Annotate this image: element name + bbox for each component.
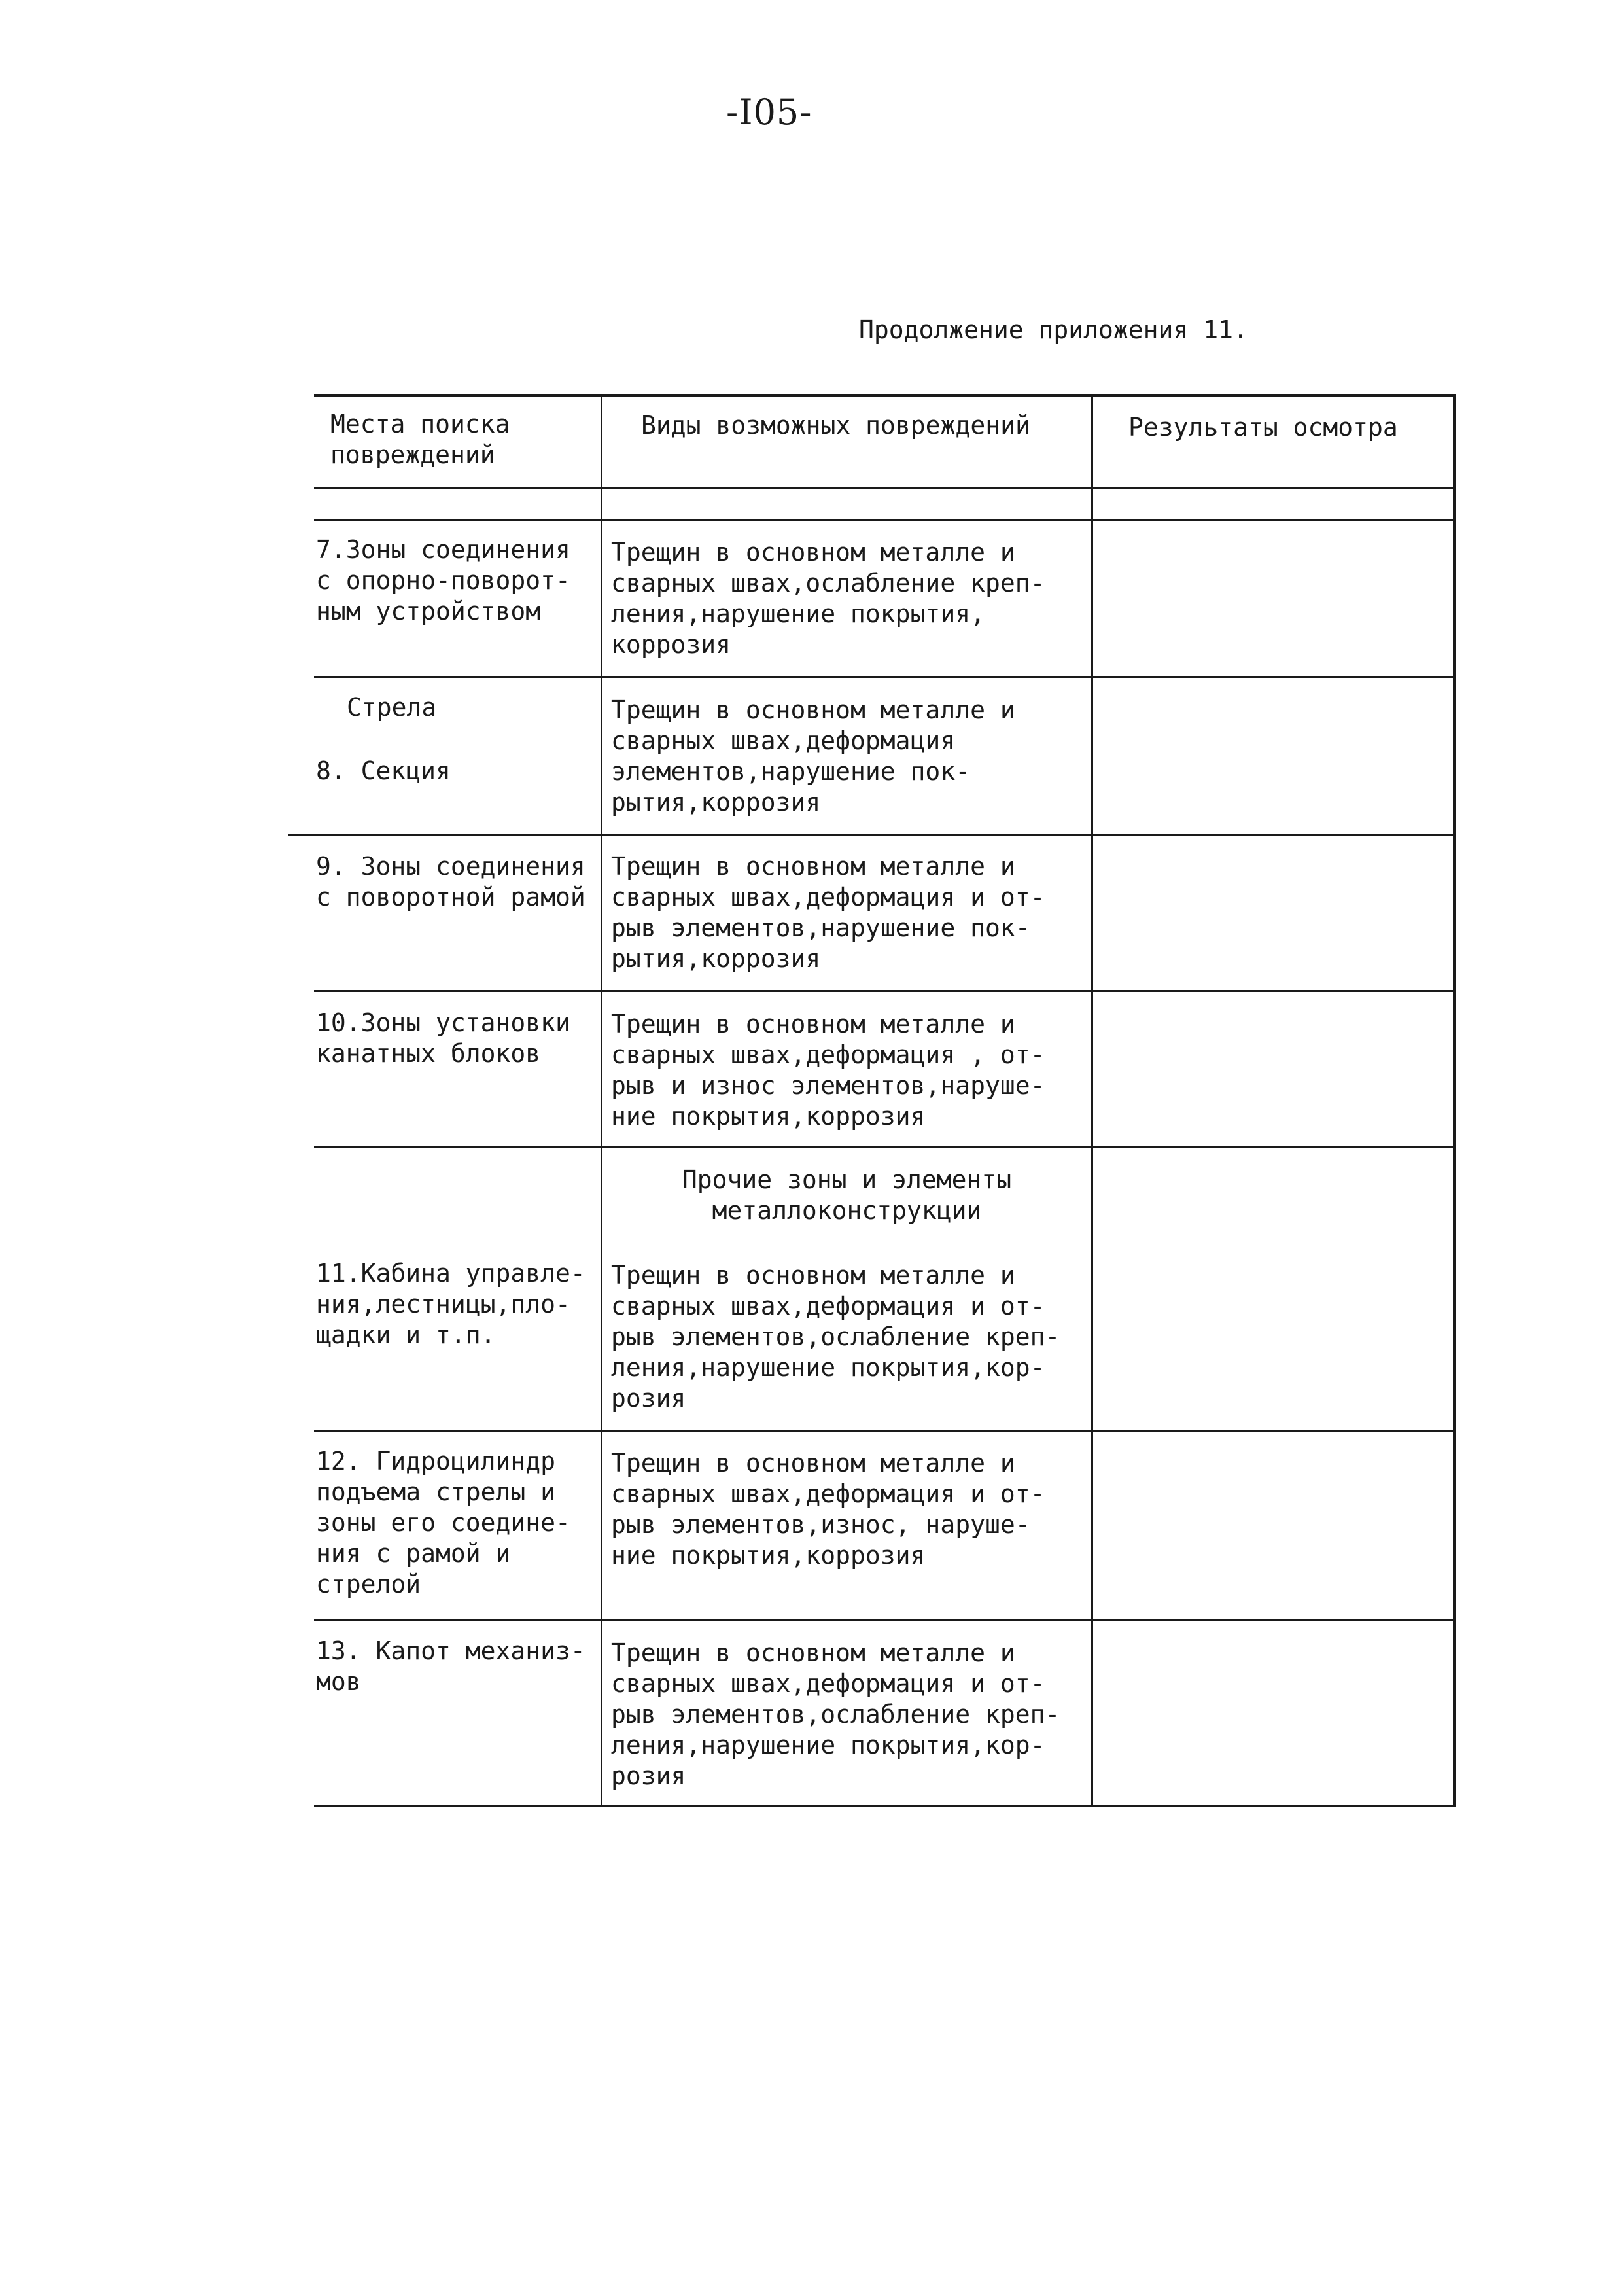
row-8-place: 8. Секция xyxy=(316,756,451,785)
row-10-place: 10.Зоны установки канатных блоков xyxy=(316,1008,570,1068)
row-divider xyxy=(314,990,1456,992)
header-rule xyxy=(314,487,1456,489)
row-7-place: 7.Зоны соединения с опорно-поворот- ным устройством xyxy=(316,535,570,626)
row-10-damage: Трещин в основном металле и сварных швах,деформация , от- рыв и износ элементов,наруше- ние покрытия,коррозия xyxy=(611,1010,1045,1131)
row-11-damage: Трещин в основном металле и сварных швах,деформация и от- рыв элементов,ослабление креп- ления,нарушение покрытия,кор- розия xyxy=(611,1261,1060,1413)
row-7-damage: Трещин в основном металле и сварных швах,ослабление креп- ления,нарушение покрытия, коррозия xyxy=(611,538,1045,659)
header-rule-2 xyxy=(314,519,1456,521)
row-8-damage: Трещин в основном металле и сварных швах,деформация элементов,нарушение пок- рытия,коррозия xyxy=(611,696,1015,817)
row-11-section-heading: Прочие зоны и элементы металлоконструкции xyxy=(682,1165,1012,1225)
row-divider xyxy=(314,1146,1456,1148)
page-number: -I05- xyxy=(726,92,812,133)
row-13-damage: Трещин в основном металле и сварных швах,деформация и от- рыв элементов,ослабление креп- ления,нарушение покрытия,кор- розия xyxy=(611,1638,1060,1790)
row-divider xyxy=(314,1619,1456,1621)
row-13-place: 13. Капот механиз- мов xyxy=(316,1636,585,1696)
header-damage-types: Виды возможных повреждений xyxy=(641,411,1030,440)
table-right-border xyxy=(1453,394,1456,1806)
header-results: Результаты осмотра xyxy=(1128,413,1398,442)
row-divider xyxy=(314,1430,1456,1432)
continuation-caption: Продолжение приложения 11. xyxy=(859,315,1248,344)
row-divider xyxy=(288,834,1456,836)
row-12-place: 12. Гидроцилиндр подъема стрелы и зоны его соедине- ния с рамой и стрелой xyxy=(316,1447,570,1598)
row-12-damage: Трещин в основном металле и сварных швах,деформация и от- рыв элементов,износ, наруше- ние покрытия,коррозия xyxy=(611,1449,1045,1570)
header-places: Места поиска повреждений xyxy=(330,410,510,469)
table-bottom-rule xyxy=(314,1805,1456,1807)
column-divider-left xyxy=(601,394,602,1806)
row-8-group-label: Стрела xyxy=(347,693,437,722)
row-divider xyxy=(314,676,1456,678)
row-9-damage: Трещин в основном металле и сварных швах,деформация и от- рыв элементов,нарушение пок- рытия,коррозия xyxy=(611,852,1045,973)
table-top-rule xyxy=(314,394,1456,397)
column-divider-right xyxy=(1091,394,1093,1806)
row-11-place: 11.Кабина управле- ния,лестницы,пло- щадки и т.п. xyxy=(316,1259,585,1349)
row-9-place: 9. Зоны соединения с поворотной рамой xyxy=(316,852,585,911)
